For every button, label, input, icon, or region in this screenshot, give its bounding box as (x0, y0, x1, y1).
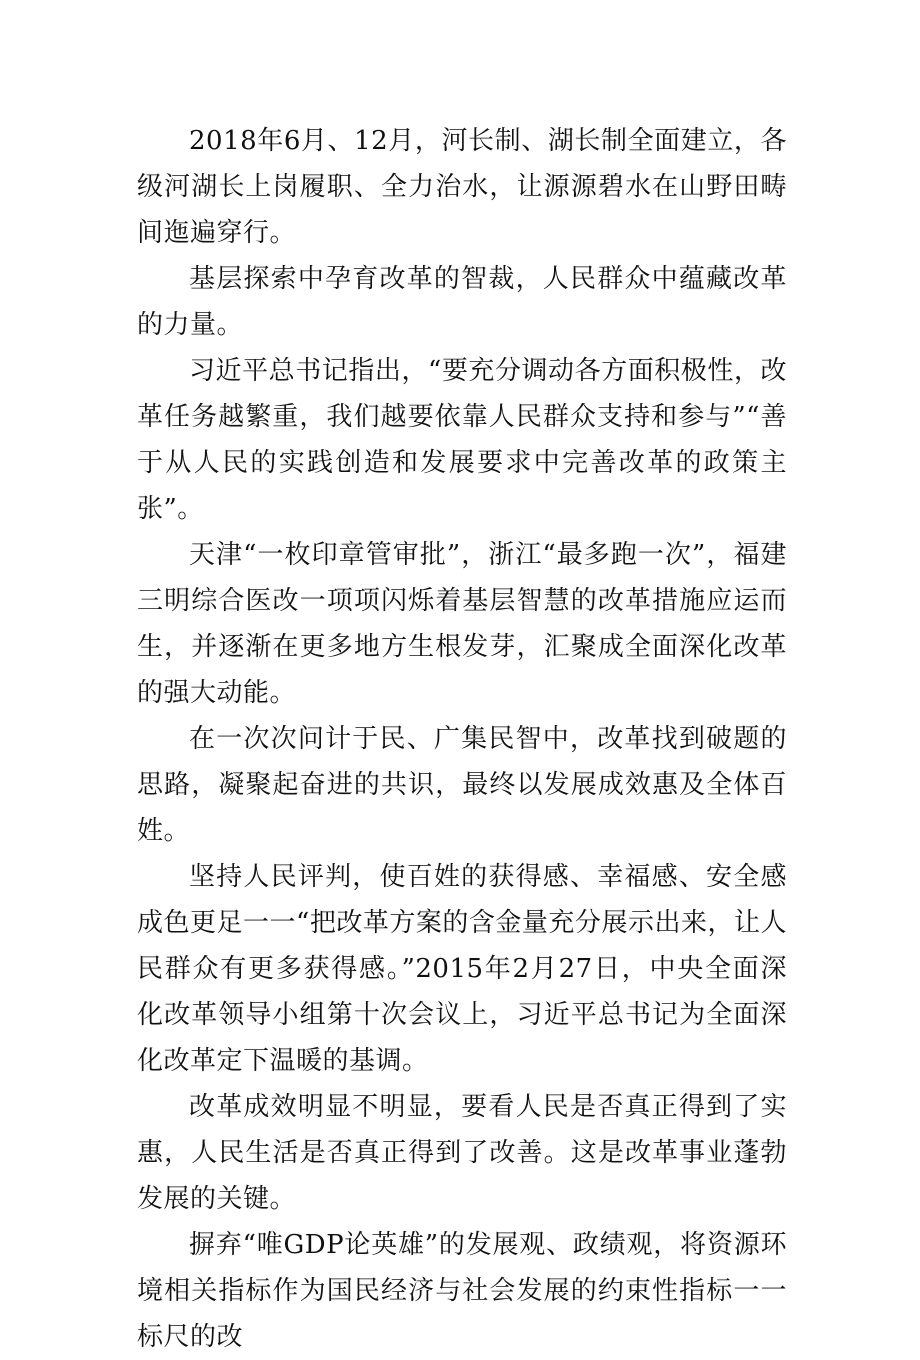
paragraph-gdp-view: 摒弃“唯GDP论英雄”的发展观、政绩观，将资源环境相关指标作为国民经济与社会发展的约束性指标一一标尺的改 (137, 1230, 787, 1352)
paragraph-people-judgement: 坚持人民评判，使百姓的获得感、幸福感、安全感成色更足一一“把改革方案的含金量充分展示出来，让人民群众有更多获得感。”2015年2月27日，中央全面深化改革领导小组第十次会议上，习近平总书记为全面深化改革定下温暖的基调。 (137, 862, 787, 1076)
paragraph-reform-results: 改革成效明显不明显，要看人民是否真正得到了实惠，人民生活是否真正得到了改善。这是改革事业蓬勃发展的关键。 (137, 1092, 787, 1214)
document-body (137, 118, 787, 1360)
paragraph-consult-people: 在一次次问计于民、广集民智中，改革找到破题的思路，凝聚起奋进的共识，最终以发展成效惠及全体百姓。 (137, 724, 787, 846)
paragraph-xi-quote: 习近平总书记指出，“要充分调动各方面积极性，改革任务越繁重，我们越要依靠人民群众支持和参与”“善于从人民的实践创造和发展要求中完善改革的政策主张”。 (137, 356, 787, 524)
paragraph-local-reforms: 天津“一枚印章管审批”，浙江“最多跑一次”，福建三明综合医改一项项闪烁着基层智慧的改革措施应运而生，并逐渐在更多地方生根发芽，汇聚成全面深化改革的强大动能。 (137, 540, 787, 708)
paragraph-river-chief: 2018年6月、12月，河长制、湖长制全面建立，各级河湖长上岗履职、全力治水，让源源碧水在山野田畴间迤遍穿行。 (137, 126, 787, 248)
paragraph-grassroots-wisdom: 基层探索中孕育改革的智裁，人民群众中蕴藏改革的力量。 (137, 264, 787, 340)
